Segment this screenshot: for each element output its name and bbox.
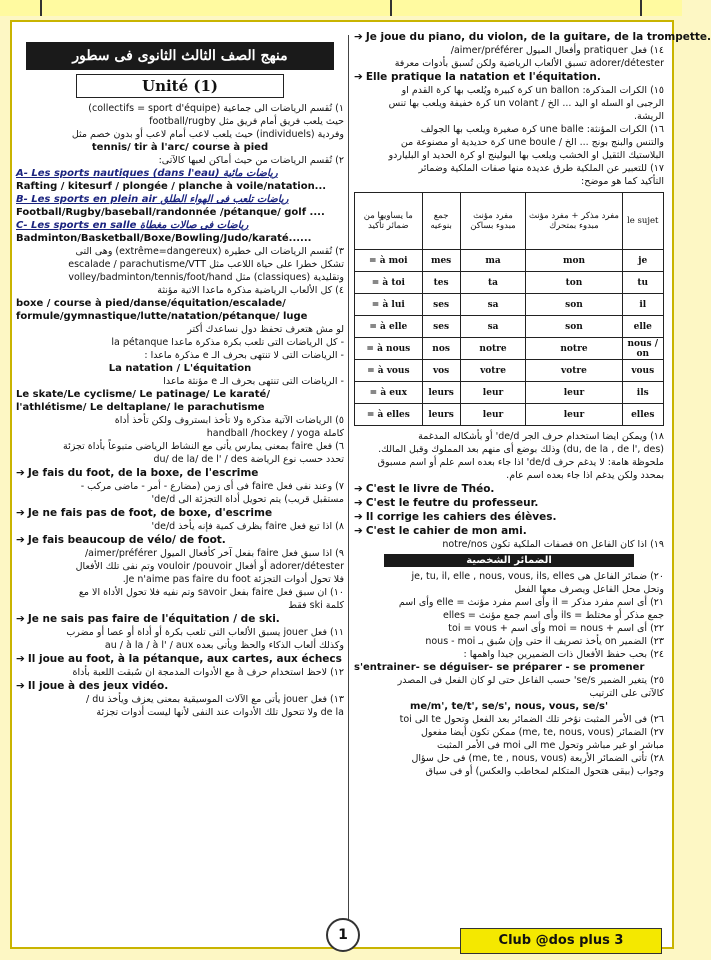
arabic-text-line: تشكل خطرا على حياة اللاعب مثل escalade / parachutisme/VTT: [68, 259, 344, 270]
example-sentence: [16, 652, 344, 666]
arabic-text-line: ٢٦) فى الأمر المثبت نؤخر تلك الضمائر بعد الفعل وتحول te الى toi: [399, 714, 664, 725]
arabic-text-line: ٢١) أى اسم مفرد مذكر = il وأى اسم مفرد مؤنث = elle وأى اسم: [398, 597, 664, 608]
arabic-text-line: ١٦) الكرات المؤنثة: une balle كرة صغيرة ويلعب بها الجولف: [420, 124, 664, 135]
right-column-top-content: [354, 30, 711, 188]
example-sentence: [354, 30, 711, 44]
right-column-bottom-content: [354, 430, 664, 778]
arabic-text-line: ٣) تُقسم الرياضات الى خطيرة (extrême=dangereux) وهى التى: [75, 246, 344, 257]
table-cell: tu: [622, 272, 664, 294]
unit-heading: Unité (1): [76, 74, 284, 98]
example-text: C'est le livre de Théo.: [365, 483, 495, 495]
example-sentence: [354, 496, 664, 510]
table-cell: sa: [460, 316, 526, 338]
table-cell: leur: [460, 404, 526, 426]
example-text: Il corrige les cahiers des élèves.: [365, 511, 557, 523]
arabic-text-line: ١١) فعل jouer يسبق الألعاب التى تلعب بكرة أو أداة أو عصا أو مضرب: [66, 627, 344, 638]
arabic-text-line: ١٨) ويمكن ايضا استخدام حرف الجر de/d' أو بأشكاله المدغمة: [418, 431, 664, 442]
arabic-text-line: ٢٠) ضمائر الفاعل هى je, tu, il, elle , nous, vous, ils, elles: [411, 571, 664, 582]
table-cell: notre: [526, 338, 622, 360]
table-cell: vos: [422, 360, 460, 382]
arrow-icon: ➔: [16, 653, 25, 665]
arabic-text-line: لو مش هتعرف تحفظ دول نساعدك أكتر: [187, 324, 344, 335]
arabic-text-line: ٤) كل الألعاب الرياضية مذكرة ماعدا الاتية مؤنثة: [157, 285, 344, 296]
example-text: Il joue au foot, à la pétanque, aux cartes, aux échecs: [27, 653, 342, 665]
page-title: منهج الصف الثالث الثانوى فى سطور: [26, 42, 334, 70]
section-heading: الضمائر الشخصية: [384, 554, 634, 567]
table-cell: ils: [622, 382, 664, 404]
table-cell: ses: [422, 294, 460, 316]
table-cell: = à toi: [355, 272, 423, 294]
table-cell: mes: [422, 250, 460, 272]
arabic-text-line: والتنس والبنج بونج ... الخ / une boule كرة حديدية او مصنوعة من: [400, 137, 664, 148]
table-row: [355, 272, 664, 294]
french-text-line: La natation / L'équitation: [108, 363, 252, 374]
arabic-text-line: ١٤) فعل pratiquer وأفعال الميول aimer/préférer/: [450, 45, 664, 56]
table-cell: ton: [526, 272, 622, 294]
table-cell: ma: [460, 250, 526, 272]
arrow-icon: ➔: [354, 71, 363, 83]
arrow-icon: ➔: [16, 534, 25, 546]
arabic-text-line: وتحل محل الفاعل ويصرف معها الفعل: [514, 584, 664, 595]
arabic-text-line: فلا تحول أدوات التجزئة Je n'aime pas faire du foot.: [122, 574, 344, 585]
arabic-text-line: adorer/détester أو أفعال vouloir /pouvoir وتم نفى تلك الأفعال: [75, 561, 344, 572]
arrow-icon: ➔: [354, 31, 363, 43]
arabic-text-line: مستقبل قريب) يتم تحويل أداة التجزئة الى de/d': [151, 494, 344, 505]
example-sentence: [354, 524, 664, 538]
arabic-text-line: كالآتى على الترتيب: [589, 688, 664, 699]
french-text-line: formule/gymnastique/lutte/natation/pétanque/ luge: [16, 311, 308, 322]
footer-brand: Club @dos plus 3: [460, 928, 662, 954]
arabic-text-line: (du, de la , de l', des) وذلك بوضع أى منهم بعد المملوك وقبل المالك.: [378, 444, 664, 455]
left-column: [16, 30, 344, 719]
arrow-icon: ➔: [16, 613, 25, 625]
arabic-text-line: - الرياضات التى لا تنتهى بحرف الـ e مذكرة ماعدا :: [144, 350, 344, 361]
table-header-cell: ما يساويها من ضمائر تأكيد: [355, 193, 423, 250]
arabic-text-line: كلمة ski فقط: [288, 600, 344, 611]
table-cell: = à lui: [355, 294, 423, 316]
table-cell: leur: [526, 382, 622, 404]
example-sentence: [354, 510, 664, 524]
table-header-cell: le sujet: [622, 193, 664, 250]
arrow-icon: ➔: [16, 507, 25, 519]
arabic-text-line: ٢٧) الضمائر (me, te, nous, vous) ممكن تكون أيضا مفعول: [420, 727, 664, 738]
table-cell: nous / on: [622, 338, 664, 360]
arrow-icon: ➔: [16, 680, 25, 692]
arabic-text-line: ٢٨) تأتى الضمائر الأربعة (me, te , nous, vous) فى حل سؤال: [411, 753, 664, 764]
table-cell: tes: [422, 272, 460, 294]
table-cell: sa: [460, 294, 526, 316]
arabic-text-line: الريشة.: [633, 111, 664, 122]
table-cell: = à elle: [355, 316, 423, 338]
arabic-text-line: ٦) فعل faire بمعنى يمارس يأتى مع النشاط الرياضى متبوعاً بأداة تجزئة: [63, 441, 344, 452]
example-sentence: [354, 70, 664, 84]
arabic-text-line: adorer/détester تسبق الألعاب الرياضية ولكن تُسبق بأدوات معرفة: [394, 58, 664, 69]
example-sentence: [16, 533, 344, 547]
possessive-table: [354, 192, 664, 426]
example-text: Il joue à des jeux vidéo.: [27, 680, 169, 692]
table-cell: mon: [526, 250, 622, 272]
arabic-text-line: حيث يلعب فريق أمام فريق مثل football/rugby: [149, 116, 344, 127]
table-cell: = à vous: [355, 360, 423, 382]
example-text: Je ne sais pas faire de l'équitation / de ski.: [27, 613, 280, 625]
arabic-text-line: جمع مذكر أو مختلط = ils وأى اسم جمع مؤنث = elles: [442, 610, 664, 621]
table-cell: nos: [422, 338, 460, 360]
arabic-text-line: ١٠) ان سبق فعل faire بفعل savoir وتم نفيه فلا تحول الأداة الا مع: [78, 587, 344, 598]
french-text-line: me/m', te/t', se/s', nous, vous, se/s': [409, 701, 609, 712]
example-sentence: [354, 482, 664, 496]
table-cell: elles: [622, 404, 664, 426]
table-cell: = à elles: [355, 404, 423, 426]
arabic-text-line: ١٣) فعل jouer يأتى مع الآلات الموسيقية بمعنى يعزف ويأخذ du /: [86, 694, 344, 705]
right-column: [354, 30, 711, 778]
arabic-text-line: التأكيد كما هو موضح:: [581, 176, 664, 187]
arabic-text-line: ٢٥) يتغير الضمير se/s' حسب الفاعل حتى لو كان الفعل فى المصدر: [397, 675, 664, 686]
table-row: [355, 316, 664, 338]
subheading: A- Les sports nautiques (dans l'eau) رياضات مائية: [16, 168, 278, 179]
table-cell: leur: [460, 382, 526, 404]
example-sentence: [16, 506, 344, 520]
arabic-text-line: وجواب (بيقى هتحول المتكلم لمخاطب والعكس) أو فى سياق: [425, 766, 664, 777]
arabic-text-line: ١٧) للتعبير عن الملكية طرق عديدة منها صفات الملكية وضمائر: [418, 163, 664, 174]
arabic-text-line: بمحدد ولكن يدغم اذا جاء بعده اسم عام.: [506, 470, 664, 481]
french-text-line: Le skate/Le cyclisme/ Le patinage/ Le karaté/: [16, 389, 270, 400]
arabic-text-line: تحدد حسب نوع الرياضة du/ de la/ de l' / des: [153, 454, 344, 465]
arabic-text-line: ١٢) لاحظ استخدام حرف à مع الأدوات المدمجة ان سُبقت اللعبة بأداة: [72, 667, 344, 678]
table-cell: son: [526, 294, 622, 316]
arabic-text-line: وكذلك ألعاب الذكاء والحظ ويأتى بعده au / à la / à l' / aux: [104, 640, 344, 651]
arabic-text-line: ١٩) اذا كان الفاعل on فصفات الملكية تكون notre/nos: [442, 539, 664, 550]
table-cell: il: [622, 294, 664, 316]
arabic-text-line: ٢٣) الضمير on يأخذ تصريف il حتى وإن سُبق بـ nous - moi: [425, 636, 664, 647]
arabic-text-line: ٨) اذا تبع فعل faire بظرف كمية فإنه يأخذ de/d': [151, 521, 344, 532]
arrow-icon: ➔: [354, 525, 363, 537]
table-cell: = à nous: [355, 338, 423, 360]
table-cell: ses: [422, 316, 460, 338]
table-cell: leurs: [422, 382, 460, 404]
arabic-text-line: ١) تُقسم الرياضات الى جماعية (collectifs = sport d'équipe): [88, 103, 344, 114]
arabic-text-line: وتقليدية (classiques) مثل volley/badminton/tennis/foot/hand: [68, 272, 344, 283]
arabic-text-line: ١٥) الكرات المذكرة: un ballon كرة كبيرة ويُلعب بها كرة القدم او: [401, 85, 664, 96]
example-sentence: [16, 679, 344, 693]
example-text: Elle pratique la natation et l'équitation.: [365, 71, 601, 83]
table-cell: elle: [622, 316, 664, 338]
arabic-text-line: مباشر او غير مباشر وتحول me الى moi فى الأمر المثبت: [436, 740, 664, 751]
example-sentence: [16, 612, 344, 626]
arrow-icon: ➔: [16, 467, 25, 479]
arabic-text-line: - الرياضات التى تنتهى بحرف الـ e مؤنثة ماعدا: [163, 376, 344, 387]
example-text: Je fais beaucoup de vélo/ de foot.: [27, 534, 226, 546]
top-divider-line: [40, 0, 42, 16]
arabic-text-line: ٧) وعند نفى فعل faire فى أى زمن (مضارع - أمر - ماضى مركب -: [80, 481, 344, 492]
table-header-cell: مفرد مذكر + مفرد مؤنث مبدوء بمتحرك: [526, 193, 622, 250]
arabic-text-line: ٢٤) بحب حفظ الأفعال ذات الضميرين جيدا واهمها :: [463, 649, 664, 660]
table-cell: leur: [526, 404, 622, 426]
french-text-line: l'athlétisme/ Le deltaplane/ le parachutisme: [16, 402, 265, 413]
top-divider-line: [390, 0, 392, 16]
french-text-line: tennis/ tir à l'arc/ course à pied: [91, 142, 269, 153]
arabic-text-line: ٥) الرياضات الآتية مذكرة ولا تأخذ ابستروف ولكن تأخذ أداة: [114, 415, 344, 426]
left-column-content: [16, 102, 344, 719]
example-text: C'est le cahier de mon ami.: [365, 525, 527, 537]
arabic-text-line: وفردية (individuels) حيث يلعب لاعب أمام لاعب أو بدون خصم مثل: [71, 129, 344, 140]
table-row: [355, 250, 664, 272]
french-text-line: Rafting / kitesurf / plongée / planche à voile/natation...: [16, 181, 327, 192]
arabic-text-line: البلاستيك الثقيل او الخشب ويلعب بها البولينج او كرة الحديد او البلياردو: [388, 150, 664, 161]
arabic-text-line: ٢٢) أى اسم + moi = nous وأى اسم + toi = vous: [448, 623, 664, 634]
page-number: 1: [326, 918, 360, 952]
subheading: B- Les sports en plein air رياضات تلعب فى الهواء الطلق: [16, 194, 289, 205]
arrow-icon: ➔: [354, 497, 363, 509]
table-cell: votre: [526, 360, 622, 382]
french-text-line: Badminton/Basketball/Boxe/Bowling/Judo/karaté......: [16, 233, 312, 244]
table-header-row: [355, 193, 664, 250]
example-text: Je fais du foot, de la boxe, de l'escrime: [27, 467, 259, 479]
french-text-line: boxe / course à pied/danse/équitation/escalade/: [16, 298, 286, 309]
table-cell: notre: [460, 338, 526, 360]
arabic-text-line: ٩) اذا سبق فعل faire بفعل آخر كأفعال الميول aimer/préférer/: [84, 548, 344, 559]
arabic-text-line: de la ولا تتحول تلك الأدوات عند النفى لأنها ليست أدوات تجزئة: [96, 707, 344, 718]
example-text: Je joue du piano, du violon, de la guitare, de la trompette.: [365, 31, 711, 43]
table-cell: vous: [622, 360, 664, 382]
example-text: Je ne fais pas de foot, de boxe, d'escrime: [27, 507, 273, 519]
subheading: C- Les sports en salle رياضات فى صالات مغطاة: [16, 220, 249, 231]
arabic-text-line: كاملة handball /hockey / yoga: [206, 428, 344, 439]
example-text: C'est le feutre du professeur.: [365, 497, 539, 509]
table-cell: votre: [460, 360, 526, 382]
arabic-text-line: - كل الرياضات التى تلعب بكرة مذكرة ماعدا la pétanque: [111, 337, 344, 348]
arrow-icon: ➔: [354, 511, 363, 523]
top-strip: [0, 0, 682, 16]
table-cell: je: [622, 250, 664, 272]
table-row: [355, 404, 664, 426]
column-divider: [348, 35, 349, 930]
table-row: [355, 294, 664, 316]
top-divider-line: [640, 0, 642, 16]
table-header-cell: جمع بنوعيه: [422, 193, 460, 250]
table-cell: = à moi: [355, 250, 423, 272]
table-header-cell: مفرد مؤنث مبدوء بساكن: [460, 193, 526, 250]
table-row: [355, 382, 664, 404]
arabic-text-line: ملحوظة هامة: لا يدغم حرف de/d' اذا جاء بعده اسم علم أو اسم مسبوق: [377, 457, 664, 468]
table-row: [355, 338, 664, 360]
table-cell: leurs: [422, 404, 460, 426]
arabic-text-line: ٢) تُقسم الرياضات من حيث أماكن لعبها كالآتى:: [158, 155, 344, 166]
french-text-line: Football/Rugby/baseball/randonnée /pétanque/ golf ....: [16, 207, 325, 218]
table-cell: = à eux: [355, 382, 423, 404]
arrow-icon: ➔: [354, 483, 363, 495]
example-sentence: [16, 466, 344, 480]
table-cell: ta: [460, 272, 526, 294]
arabic-text-line: الرجبى او السله او اليد ... الخ / un volant كرة خفيفة ويلعب بها تنس: [388, 98, 664, 109]
french-text-line: s'entrainer- se déguiser- se préparer - se promener: [354, 662, 645, 673]
table-cell: son: [526, 316, 622, 338]
table-row: [355, 360, 664, 382]
